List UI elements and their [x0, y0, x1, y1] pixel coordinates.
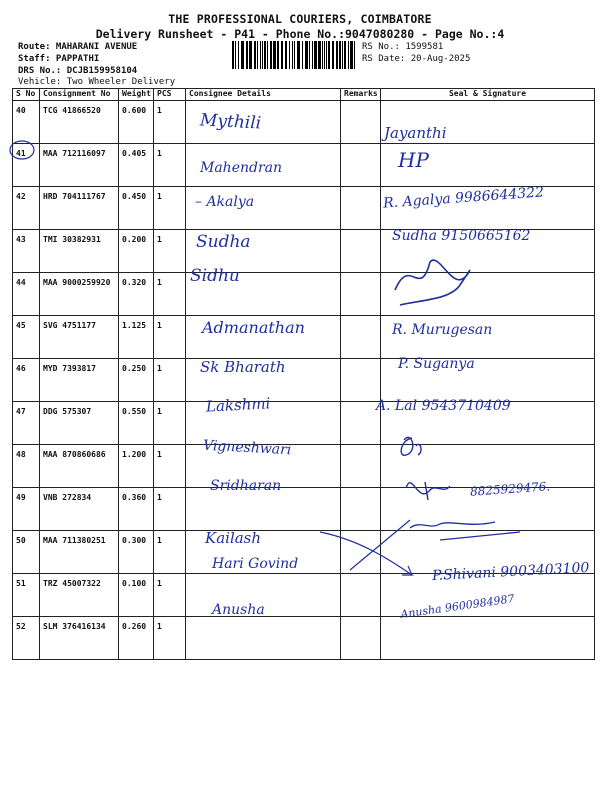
row-consignment-no: SLM 376416134	[40, 617, 119, 660]
row-consignment-no: DDG 575307	[40, 402, 119, 445]
handwritten-signature: 8825929476.	[469, 479, 551, 499]
row-consignment-no: SVG 4751177	[40, 316, 119, 359]
company-name: THE PROFESSIONAL COURIERS, COIMBATORE	[168, 12, 432, 26]
circle-mark-icon	[10, 141, 34, 159]
row-consignment-no: MAA 870860686	[40, 445, 119, 488]
handwritten-consignee: Mahendran	[200, 160, 283, 176]
row-sno: 42	[13, 187, 40, 230]
col-signature: Seal & Signature	[381, 89, 595, 101]
row-pcs: 1	[154, 230, 186, 273]
rs-number: RS No.: 1599581	[362, 42, 444, 52]
row-sno: 43	[13, 230, 40, 273]
handwritten-consignee: Sidhu	[190, 266, 240, 286]
handwritten-signature: A. Lal 9543710409	[376, 398, 511, 414]
handwritten-consignee: Mythili	[199, 110, 262, 134]
row-consignment-no: MAA 9000259920	[40, 273, 119, 316]
row-weight: 0.600	[119, 101, 154, 144]
handwritten-signature: Anusha 9600984987	[399, 592, 516, 621]
row-sno: 46	[13, 359, 40, 402]
col-pcs: PCS	[154, 89, 186, 101]
handwritten-consignee: Sudha	[196, 232, 251, 252]
row-consignment-no: TCG 41866520	[40, 101, 119, 144]
row-pcs: 1	[154, 316, 186, 359]
row-weight: 1.200	[119, 445, 154, 488]
row-pcs: 1	[154, 488, 186, 531]
row-pcs: 1	[154, 617, 186, 660]
drs-number: DRS No.: DCJB159958104	[18, 66, 138, 76]
handwritten-consignee: – Akalya	[195, 194, 255, 210]
handwritten-consignee: Kailash	[205, 529, 262, 547]
col-consignee: Consignee Details	[186, 89, 341, 101]
handwritten-signature: P.Shivani 9003403100	[431, 559, 590, 585]
row-sno: 40	[13, 101, 40, 144]
rs-date: RS Date: 20-Aug-2025	[362, 54, 471, 64]
row-weight: 0.260	[119, 617, 154, 660]
row-consignment-no: MAA 712116097	[40, 144, 119, 187]
col-remarks: Remarks	[341, 89, 381, 101]
handwritten-signature: P. Suganya	[398, 356, 475, 372]
handwritten-consignee: Lakshmi	[205, 394, 271, 416]
col-sno: S No	[13, 89, 40, 101]
handwritten-signature: Jayanthi	[384, 124, 447, 142]
row-weight: 0.450	[119, 187, 154, 230]
row-weight: 0.320	[119, 273, 154, 316]
handwritten-consignee: Hari Govind	[212, 556, 299, 572]
row-consignment-no: TRZ 45007322	[40, 574, 119, 617]
row-consignment-no: MAA 711380251	[40, 531, 119, 574]
handwritten-signature: R. Murugesan	[392, 322, 493, 338]
handwritten-consignee: Sk Bharath	[200, 358, 286, 376]
row-consignment-no: TMI 30382931	[40, 230, 119, 273]
row-sno: 50	[13, 531, 40, 574]
handwritten-consignee: Admanathan	[202, 318, 305, 337]
signature-scribble-icon	[406, 482, 450, 500]
row-sno: 51	[13, 574, 40, 617]
row-weight: 0.250	[119, 359, 154, 402]
route-label: Route: MAHARANI AVENUE	[18, 42, 138, 52]
row-sno: 45	[13, 316, 40, 359]
row-pcs: 1	[154, 187, 186, 230]
handwritten-signature: Sudha 9150665162	[392, 228, 531, 244]
row-consignment-no: VNB 272834	[40, 488, 119, 531]
col-consignment: Consignment No	[40, 89, 119, 101]
row-consignment-no: MYD 7393817	[40, 359, 119, 402]
handwritten-consignee: Anusha	[212, 602, 265, 618]
signature-scribble-icon	[410, 522, 520, 540]
vehicle-label: Vehicle: Two Wheeler Delivery	[18, 77, 176, 87]
row-weight: 0.300	[119, 531, 154, 574]
row-pcs: 1	[154, 359, 186, 402]
row-weight: 0.100	[119, 574, 154, 617]
row-weight: 1.125	[119, 316, 154, 359]
row-consignment-no: HRD 704111767	[40, 187, 119, 230]
row-pcs: 1	[154, 531, 186, 574]
handwritten-signature: R. Agalya 9986644322	[382, 184, 545, 212]
row-pcs: 1	[154, 574, 186, 617]
row-sno: 49	[13, 488, 40, 531]
handwritten-signature: HP	[398, 148, 429, 172]
runsheet-title: Delivery Runsheet - P41 - Phone No.:9047080280 - Page No.:4	[95, 27, 505, 41]
row-weight: 0.405	[119, 144, 154, 187]
col-weight: Weight	[119, 89, 154, 101]
row-sno: 52	[13, 617, 40, 660]
row-pcs: 1	[154, 445, 186, 488]
row-sno: 47	[13, 402, 40, 445]
signature-scribble-icon	[395, 260, 470, 305]
row-weight: 0.360	[119, 488, 154, 531]
signature-scribble-icon	[401, 437, 421, 455]
staff-label: Staff: PAPPATHI	[18, 54, 100, 64]
row-sno: 48	[13, 445, 40, 488]
row-weight: 0.550	[119, 402, 154, 445]
row-weight: 0.200	[119, 230, 154, 273]
handwritten-consignee: Sridharan	[210, 478, 282, 494]
row-sno: 41	[13, 144, 40, 187]
row-pcs: 1	[154, 273, 186, 316]
row-pcs: 1	[154, 101, 186, 144]
row-pcs: 1	[154, 402, 186, 445]
arrow-stroke-icon	[320, 520, 412, 575]
handwritten-consignee: Vigneshwari	[202, 437, 292, 459]
row-pcs: 1	[154, 144, 186, 187]
row-sno: 44	[13, 273, 40, 316]
